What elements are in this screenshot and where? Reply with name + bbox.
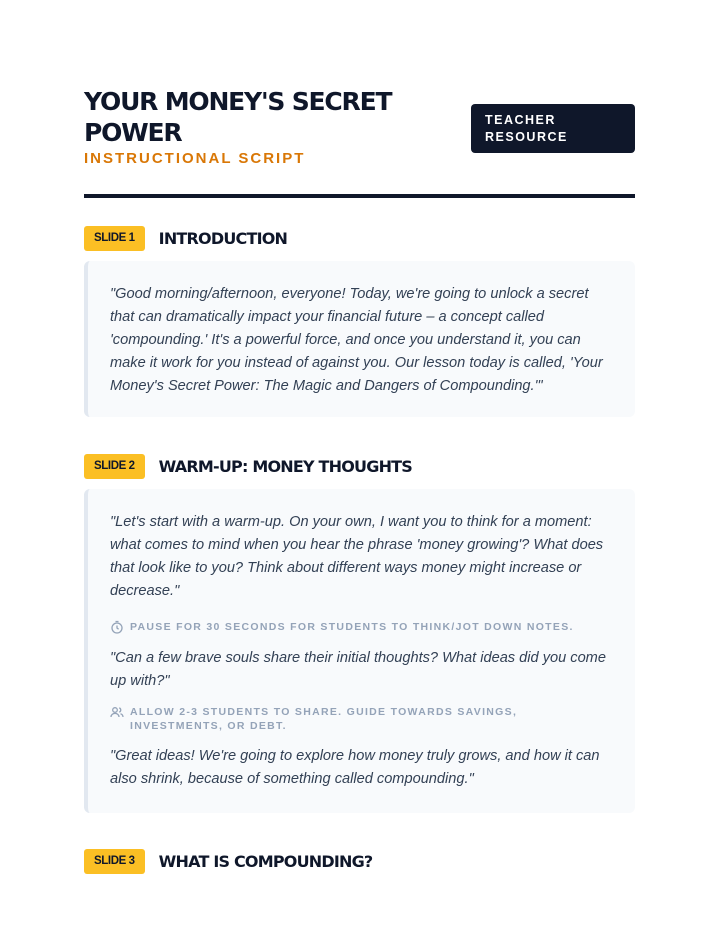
slide-2-script-card	[84, 489, 635, 813]
teacher-note-text: PAUSE FOR 30 SECONDS FOR STUDENTS TO THINK/JOT DOWN NOTES.	[130, 621, 574, 633]
slide-tag: SLIDE 1	[84, 226, 145, 251]
slide-2-header	[84, 453, 412, 479]
script-quote: "Good morning/afternoon, everyone! Today, we're going to unlock a secret that can dramatically impact your financial future – a concept called 'compounding.' It's a powerful force, and once you understand it, you can make it work for you instead of against you. Our lesson today is called, 'Your Money's Secret Power: The Magic and Dangers of Compounding.'"	[110, 286, 603, 394]
teacher-resource-badge: TEACHER RESOURCE	[471, 104, 635, 153]
slide-tag: SLIDE 3	[84, 849, 145, 874]
slide-3-header	[84, 848, 372, 874]
users-icon	[110, 705, 124, 719]
script-quote: "Can a few brave souls share their initial thoughts? What ideas did you come up with?"	[110, 650, 606, 689]
slide-1-header	[84, 225, 287, 251]
section-title: WHAT IS COMPOUNDING?	[158, 851, 373, 871]
slide-1-script-card	[84, 261, 635, 417]
section-title: INTRODUCTION	[158, 228, 288, 248]
page-subtitle: INSTRUCTIONAL SCRIPT	[84, 150, 306, 167]
header-divider	[84, 194, 635, 198]
section-title: WARM-UP: MONEY THOUGHTS	[158, 456, 413, 476]
teacher-note	[110, 705, 613, 733]
script-quote: "Let's start with a warm-up. On your own, I want you to think for a moment: what comes to mind when you hear the phrase 'money growing'? What does that look like to you? Think about different ways money might increase or decrease."	[110, 514, 604, 599]
slide-tag: SLIDE 2	[84, 454, 145, 479]
teacher-note	[110, 620, 613, 634]
teacher-note-text: ALLOW 2-3 STUDENTS TO SHARE. GUIDE TOWARDS SAVINGS, INVESTMENTS, OR DEBT.	[130, 706, 518, 732]
page-title: YOUR MONEY'S SECRET POWER	[84, 87, 392, 147]
timer-icon	[110, 620, 124, 634]
document-header	[84, 86, 635, 167]
script-quote: "Great ideas! We're going to explore how money truly grows, and how it can also shrink, because of something called compounding."	[110, 748, 600, 787]
